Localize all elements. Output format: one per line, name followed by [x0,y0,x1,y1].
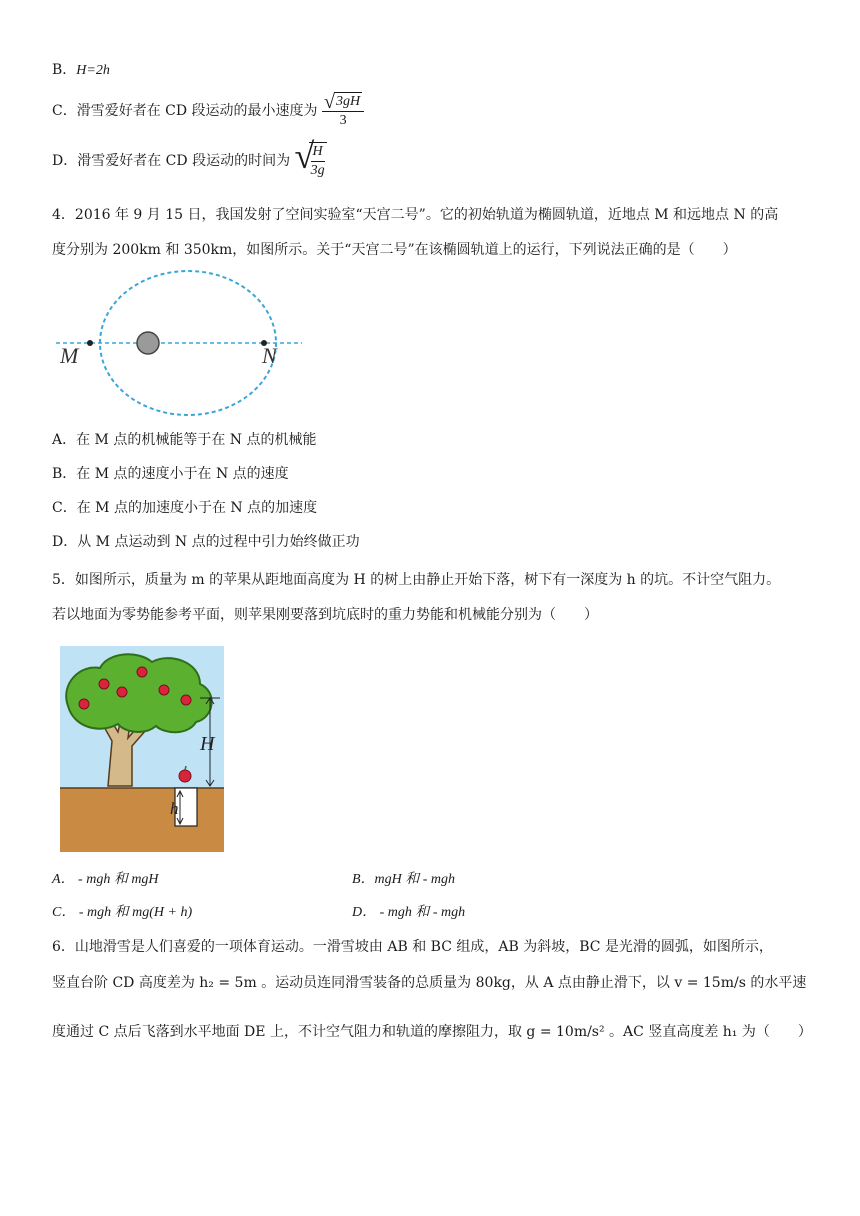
label-n: N [262,343,277,368]
label-h: h [170,799,179,818]
option-text: 滑雪爱好者在 CD 段运动的时间为 [77,153,291,169]
fraction-denominator: 3g [310,163,325,178]
label-H: H [200,733,215,755]
apple-icon [159,685,169,695]
q4-option-c: C．在 M 点的加速度小于在 N 点的加速度 [52,500,318,516]
q4-option-d: D．从 M 点运动到 N 点的过程中引力始终做正功 [52,534,360,550]
apple-icon [181,695,191,705]
option-text: H=2h [76,63,110,78]
label-m: M [60,343,79,368]
option-label: C． [52,103,77,119]
q5-option-d: D． - mgh 和 - mgh [352,905,466,920]
q5-option-b: B．mgH 和 - mgh [352,872,456,887]
earth-circle [137,332,159,354]
q4-option-a: A．在 M 点的机械能等于在 N 点的机械能 [52,432,317,448]
fraction-denominator: 3 [339,113,347,128]
ground [60,788,224,852]
apple-icon [137,667,147,677]
fraction-numerator: H [311,143,325,162]
fraction-numerator: 3gH [336,94,361,109]
q5-stem-line-2: 若以地面为零势能参考平面，则苹果刚要落到坑底时的重力势能和机械能分别为（ ） [52,607,598,623]
fraction-sqrt3gH-over-3: √ 3gH 3 [322,92,364,130]
orbit-figure [52,268,312,418]
point-m [87,340,93,346]
option-label: D． [52,153,78,169]
q4-stem-line-1: 4．2016 年 9 月 15 日，我国发射了空间实验室“天宫二号”。它的初始轨道为椭圆轨道，近地点 M 和远地点 N 的高 [52,207,779,223]
q6-stem-line-1: 6．山地滑雪是人们喜爱的一项体育运动。一滑雪坡由 AB 和 BC 组成，AB 为斜坡，BC 是光滑的圆弧，如图所示， [52,939,773,955]
q5-stem-line-1: 5．如图所示，质量为 m 的苹果从距地面高度为 H 的树上由静止开始下落，树下有一深度为 h 的坑。不计空气阻力。 [52,572,781,588]
apple-icon [99,679,109,689]
falling-apple-icon [179,770,191,782]
option-label: B． [52,62,77,78]
q5-option-c: C． - mgh 和 mg(H + h) [52,905,193,920]
q4-option-b: B．在 M 点的速度小于在 N 点的速度 [52,466,289,482]
sqrt-H-over-3g: √ $\frac{H}{3g}$ [295,142,327,180]
option-text: 滑雪爱好者在 CD 段运动的最小速度为 [76,103,318,119]
q5-option-a: A． - mgh 和 mgH [52,872,159,887]
q6-stem-line-2: 竖直台阶 CD 高度差为 h₂ = 5m 。运动员连同滑雪装备的总质量为 80kg，从 A 点由静止滑下，以 v = 15m/s 的水平速 [52,975,807,991]
apple-icon [79,699,89,709]
apple-tree-figure [60,646,224,852]
q3-option-d [52,136,327,188]
q3-option-c [52,92,364,132]
q6-stem-line-3: 度通过 C 点后飞落到水平地面 DE 上，不计空气阻力和轨道的摩擦阻力，取 g = 10m/s² 。AC 竖直高度差 h₁ 为（ ） [52,1024,812,1040]
apple-icon [117,687,127,697]
q4-stem-line-2: 度分别为 200km 和 350km，如图所示。关于“天宫二号”在该椭圆轨道上的运行，下列说法正确的是（ ） [52,242,737,258]
q3-option-b [52,60,110,81]
